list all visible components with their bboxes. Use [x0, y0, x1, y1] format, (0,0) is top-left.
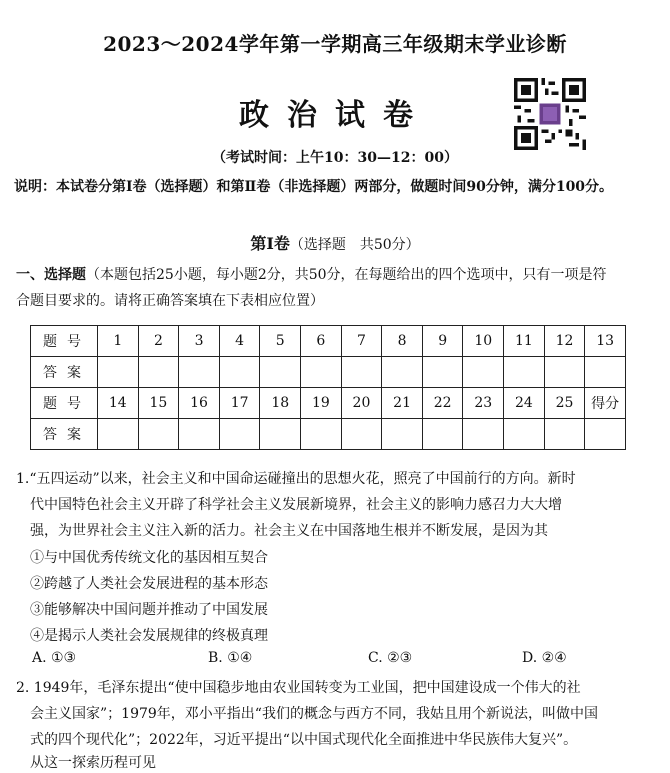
answer-cell[interactable]: [382, 357, 423, 388]
answer-cell[interactable]: [341, 357, 382, 388]
row-label-answer: 答案: [31, 419, 98, 450]
q1-statement-4: ④是揭示人类社会发展规律的终极真理: [30, 628, 268, 644]
question-number-cell: 20: [341, 388, 382, 419]
question-number-cell: 7: [341, 326, 382, 357]
answer-table-row-answers-1: [31, 357, 626, 388]
section-subtitle: （选择题 共50分）: [289, 237, 420, 253]
row-label-answer: 答案: [31, 357, 98, 388]
answer-cell[interactable]: [341, 419, 382, 450]
answer-cell[interactable]: [382, 419, 423, 450]
question-number-cell: 21: [382, 388, 423, 419]
question-number-cell: 19: [301, 388, 342, 419]
question-number-cell: 10: [463, 326, 504, 357]
question-number-cell: 1: [98, 326, 139, 357]
answer-cell[interactable]: [179, 419, 220, 450]
row-label-number: 题号: [31, 326, 98, 357]
answer-cell[interactable]: [138, 419, 179, 450]
section-title-label: 第Ⅰ卷: [250, 234, 290, 253]
answer-cell[interactable]: [260, 419, 301, 450]
answer-cell[interactable]: [301, 419, 342, 450]
answer-cell[interactable]: [179, 357, 220, 388]
part-one-intro-line-1: （本题包括25小题，每小题2分，共50分，在每题给出的四个选项中，只有一项是符: [86, 267, 607, 283]
exam-header-title: 2023～2024学年第一学期高三年级期末学业诊断: [103, 32, 567, 56]
question-number-cell: 8: [382, 326, 423, 357]
q1-line-3: 强，为世界社会主义注入新的活力。社会主义在中国落地生根并不断发展，是因为其: [30, 523, 548, 539]
part-one-intro-line-2: 合题目要求的。请将正确答案填在下表相应位置）: [16, 293, 324, 309]
q1-line-1: 1.“五四运动”以来，社会主义和中国命运碰撞出的思想火花，照亮了中国前行的方向。新时: [16, 471, 576, 487]
answer-cell[interactable]: [544, 419, 585, 450]
question-number-cell: 22: [422, 388, 463, 419]
answer-cell[interactable]: [98, 357, 139, 388]
answer-cell[interactable]: [463, 419, 504, 450]
question-number-cell: 4: [219, 326, 260, 357]
qr-code-icon: [514, 78, 586, 150]
answer-cell[interactable]: [98, 419, 139, 450]
q2-line-4: 从这一探索历程可见: [30, 755, 156, 771]
score-label-cell: 得分: [585, 388, 626, 419]
answer-cell[interactable]: [219, 357, 260, 388]
answer-cell[interactable]: [504, 357, 545, 388]
q1-line-2: 代中国特色社会主义开辟了科学社会主义发展新境界，社会主义的影响力感召力大大增: [30, 497, 562, 513]
question-number-cell: 24: [504, 388, 545, 419]
question-number-cell: 12: [544, 326, 585, 357]
q2-line-3: 式的四个现代化”；2022年，习近平提出“以中国式现代化全面推进中华民族伟大复兴”。: [30, 732, 578, 748]
question-number-cell: 25: [544, 388, 585, 419]
question-number-cell: 9: [422, 326, 463, 357]
question-number-cell: 3: [179, 326, 220, 357]
q1-statement-1: ①与中国优秀传统文化的基因相互契合: [30, 550, 268, 566]
row-label-number: 题号: [31, 388, 98, 419]
paper-title: 政治试卷: [239, 98, 431, 133]
question-number-cell: 11: [504, 326, 545, 357]
q1-option-b[interactable]: B. ①④: [208, 650, 253, 666]
answer-table-row-answers-2: [31, 419, 626, 450]
question-number-cell: 15: [138, 388, 179, 419]
part-one-label: 一、选择题: [16, 267, 86, 283]
answer-table: [30, 325, 626, 450]
answer-table-row-numbers-2: [31, 388, 626, 419]
answer-cell[interactable]: [422, 357, 463, 388]
question-number-cell: 13: [585, 326, 626, 357]
q1-option-a[interactable]: A. ①③: [32, 650, 77, 666]
question-number-cell: 17: [219, 388, 260, 419]
q2-line-1: 2. 1949年，毛泽东提出“使中国稳步地由农业国转变为工业国，把中国建设成一个伟大的社: [16, 680, 581, 696]
answer-cell[interactable]: [544, 357, 585, 388]
question-number-cell: 14: [98, 388, 139, 419]
score-cell[interactable]: [585, 419, 626, 450]
question-number-cell: 23: [463, 388, 504, 419]
answer-cell[interactable]: [585, 357, 626, 388]
question-number-cell: 16: [179, 388, 220, 419]
answer-cell[interactable]: [301, 357, 342, 388]
question-number-cell: 18: [260, 388, 301, 419]
question-number-cell: 2: [138, 326, 179, 357]
question-number-cell: 6: [301, 326, 342, 357]
q2-line-2: 会主义国家”；1979年，邓小平指出“我们的概念与西方不同，我姑且用个新说法，叫做中国: [30, 706, 598, 722]
exam-time: （考试时间：上午10：30—12：00）: [212, 150, 458, 166]
answer-cell[interactable]: [219, 419, 260, 450]
answer-table-row-numbers-1: [31, 326, 626, 357]
part-one-intro: [16, 262, 656, 314]
section-title: [0, 231, 670, 254]
answer-cell[interactable]: [463, 357, 504, 388]
q1-option-c[interactable]: C. ②③: [368, 650, 413, 666]
answer-cell[interactable]: [260, 357, 301, 388]
answer-cell[interactable]: [422, 419, 463, 450]
q1-statement-2: ②跨越了人类社会发展进程的基本形态: [30, 576, 268, 592]
q1-option-d[interactable]: D. ②④: [522, 650, 567, 666]
q1-statement-3: ③能够解决中国问题并推动了中国发展: [30, 602, 268, 618]
question-number-cell: 5: [260, 326, 301, 357]
instructions: 说明：本试卷分第Ⅰ卷（选择题）和第Ⅱ卷（非选择题）两部分，做题时间90分钟，满分100分。: [14, 179, 614, 195]
answer-cell[interactable]: [138, 357, 179, 388]
answer-cell[interactable]: [504, 419, 545, 450]
